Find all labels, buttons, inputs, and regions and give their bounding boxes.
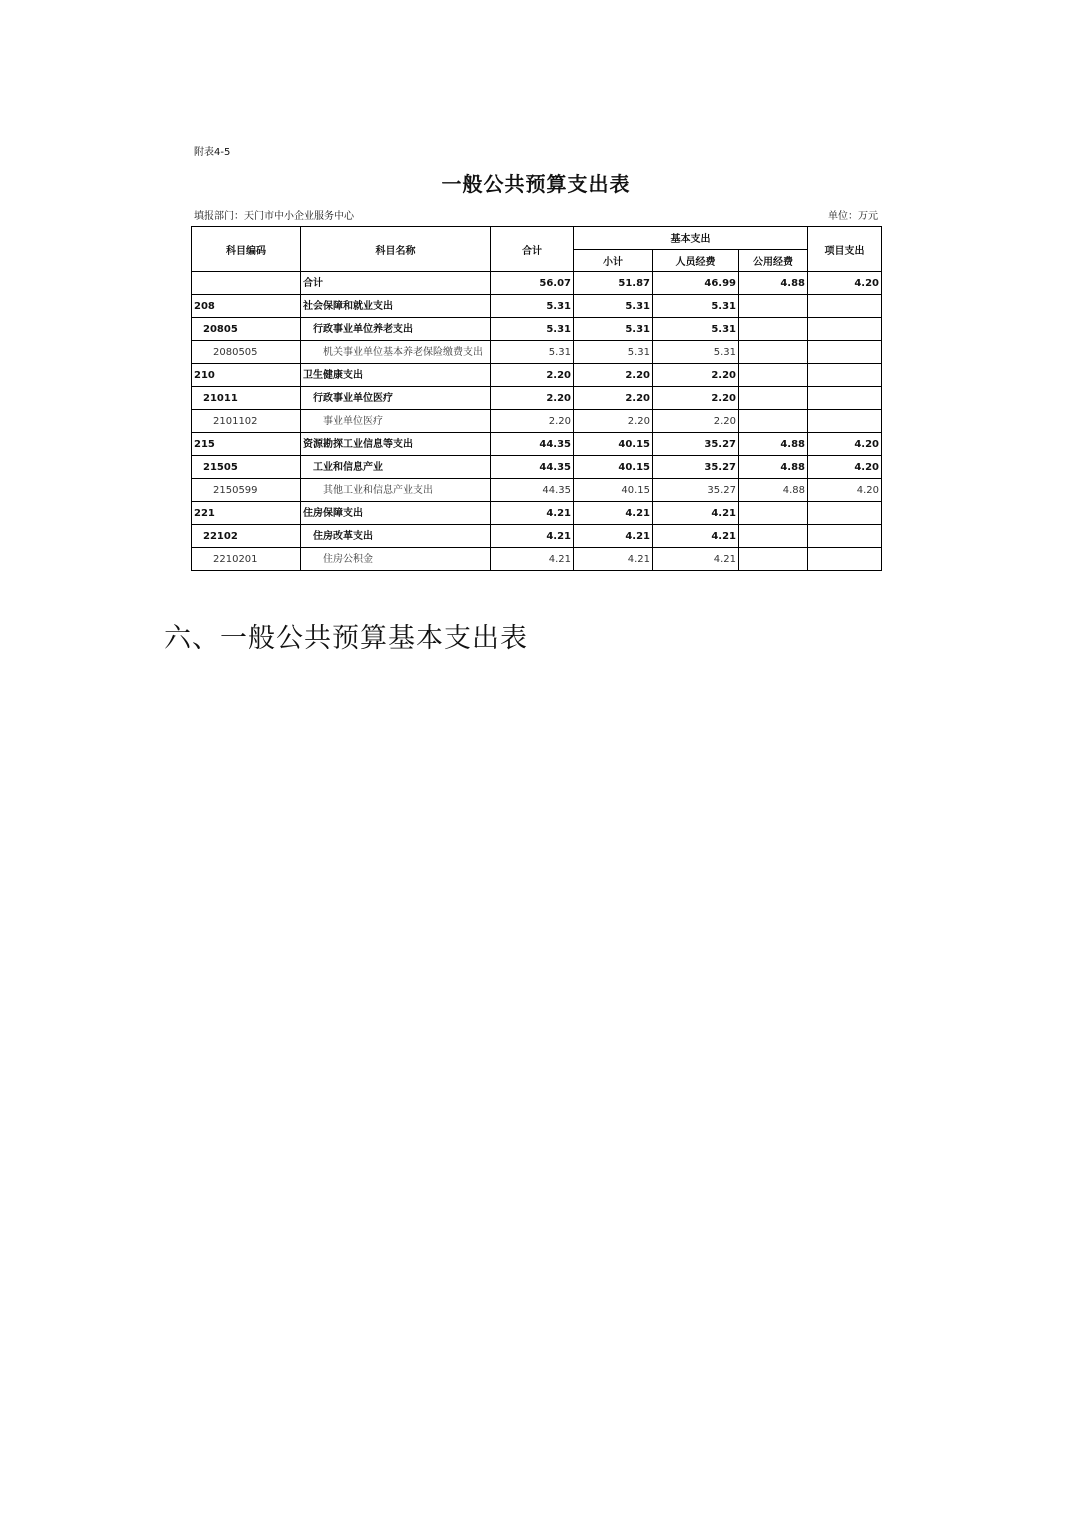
cell-total: 2.20: [491, 387, 574, 410]
cell-total: 44.35: [491, 456, 574, 479]
cell-personnel: 46.99: [653, 272, 739, 295]
cell-name: 卫生健康支出: [301, 364, 491, 387]
header-name: 科目名称: [301, 227, 491, 272]
cell-subtotal: 5.31: [574, 341, 653, 364]
cell-name: 其他工业和信息产业支出: [301, 479, 491, 502]
cell-personnel: 4.21: [653, 548, 739, 571]
table-row: [192, 525, 882, 548]
cell-name: 住房改革支出: [301, 525, 491, 548]
department-label: 填报部门：天门市中小企业服务中心: [194, 211, 354, 222]
table-row: [192, 548, 882, 571]
cell-name: 工业和信息产业: [301, 456, 491, 479]
cell-personnel: 35.27: [653, 433, 739, 456]
cell-total: 5.31: [491, 341, 574, 364]
cell-subtotal: 4.21: [574, 502, 653, 525]
cell-public: [739, 295, 808, 318]
cell-subtotal: 2.20: [574, 364, 653, 387]
cell-code: [192, 272, 301, 295]
cell-name: 住房保障支出: [301, 502, 491, 525]
table-row: [192, 387, 882, 410]
cell-public: [739, 502, 808, 525]
cell-project: [808, 364, 882, 387]
cell-code: 21011: [192, 387, 301, 410]
cell-code: 210: [192, 364, 301, 387]
cell-total: 5.31: [491, 318, 574, 341]
cell-subtotal: 4.21: [574, 548, 653, 571]
cell-personnel: 2.20: [653, 364, 739, 387]
cell-code: 22102: [192, 525, 301, 548]
cell-project: [808, 387, 882, 410]
table-row: [192, 364, 882, 387]
table-row: [192, 295, 882, 318]
header-public: 公用经费: [739, 249, 808, 272]
cell-public: [739, 364, 808, 387]
cell-code: 20805: [192, 318, 301, 341]
cell-personnel: 2.20: [653, 387, 739, 410]
cell-public: [739, 341, 808, 364]
cell-total: 5.31: [491, 295, 574, 318]
cell-subtotal: 5.31: [574, 318, 653, 341]
cell-code: 208: [192, 295, 301, 318]
cell-project: 4.20: [808, 433, 882, 456]
table-row: [192, 341, 882, 364]
cell-project: [808, 502, 882, 525]
cell-public: 4.88: [739, 272, 808, 295]
cell-code: 2101102: [192, 410, 301, 433]
cell-name: 行政事业单位医疗: [301, 387, 491, 410]
cell-code: 2150599: [192, 479, 301, 502]
cell-subtotal: 40.15: [574, 433, 653, 456]
table-row: [192, 433, 882, 456]
cell-public: 4.88: [739, 433, 808, 456]
section-heading: 六、一般公共预算基本支出表: [164, 623, 528, 654]
cell-name: 行政事业单位养老支出: [301, 318, 491, 341]
cell-project: [808, 525, 882, 548]
cell-subtotal: 40.15: [574, 456, 653, 479]
cell-public: [739, 387, 808, 410]
cell-code: 221: [192, 502, 301, 525]
cell-personnel: 35.27: [653, 456, 739, 479]
cell-subtotal: 2.20: [574, 387, 653, 410]
cell-total: 4.21: [491, 502, 574, 525]
cell-public: [739, 410, 808, 433]
table-row: [192, 410, 882, 433]
table-row: [192, 479, 882, 502]
table-row: [192, 502, 882, 525]
cell-personnel: 5.31: [653, 295, 739, 318]
attachment-label: 附表4-5: [194, 147, 231, 158]
cell-public: [739, 525, 808, 548]
cell-personnel: 35.27: [653, 479, 739, 502]
cell-name: 住房公积金: [301, 548, 491, 571]
cell-project: 4.20: [808, 272, 882, 295]
cell-project: 4.20: [808, 456, 882, 479]
cell-subtotal: 4.21: [574, 525, 653, 548]
cell-code: 2210201: [192, 548, 301, 571]
cell-project: [808, 295, 882, 318]
cell-name: 机关事业单位基本养老保险缴费支出: [301, 341, 491, 364]
cell-total: 4.21: [491, 548, 574, 571]
table-row: [192, 456, 882, 479]
cell-personnel: 4.21: [653, 525, 739, 548]
cell-name: 合计: [301, 272, 491, 295]
cell-project: [808, 548, 882, 571]
cell-public: [739, 548, 808, 571]
table-title: 一般公共预算支出表: [441, 172, 631, 196]
cell-total: 2.20: [491, 364, 574, 387]
cell-name: 资源勘探工业信息等支出: [301, 433, 491, 456]
cell-personnel: 4.21: [653, 502, 739, 525]
header-project: 项目支出: [808, 227, 882, 272]
header-total: 合计: [491, 227, 574, 272]
header-basic: 基本支出: [574, 227, 808, 250]
cell-name: 事业单位医疗: [301, 410, 491, 433]
cell-public: 4.88: [739, 479, 808, 502]
cell-personnel: 2.20: [653, 410, 739, 433]
cell-personnel: 5.31: [653, 341, 739, 364]
cell-project: [808, 341, 882, 364]
cell-total: 2.20: [491, 410, 574, 433]
cell-public: 4.88: [739, 456, 808, 479]
cell-total: 44.35: [491, 479, 574, 502]
cell-total: 56.07: [491, 272, 574, 295]
header-code: 科目编码: [192, 227, 301, 272]
cell-project: [808, 410, 882, 433]
cell-total: 44.35: [491, 433, 574, 456]
cell-subtotal: 2.20: [574, 410, 653, 433]
unit-label: 单位：万元: [828, 211, 878, 222]
cell-subtotal: 40.15: [574, 479, 653, 502]
cell-name: 社会保障和就业支出: [301, 295, 491, 318]
header-subtotal: 小计: [574, 249, 653, 272]
cell-subtotal: 51.87: [574, 272, 653, 295]
cell-code: 215: [192, 433, 301, 456]
table-row: [192, 318, 882, 341]
header-personnel: 人员经费: [653, 249, 739, 272]
cell-code: 21505: [192, 456, 301, 479]
cell-total: 4.21: [491, 525, 574, 548]
cell-code: 2080505: [192, 341, 301, 364]
cell-subtotal: 5.31: [574, 295, 653, 318]
table-row: [192, 272, 882, 295]
budget-expenditure-table: [191, 226, 882, 571]
cell-project: 4.20: [808, 479, 882, 502]
cell-public: [739, 318, 808, 341]
cell-personnel: 5.31: [653, 318, 739, 341]
cell-project: [808, 318, 882, 341]
